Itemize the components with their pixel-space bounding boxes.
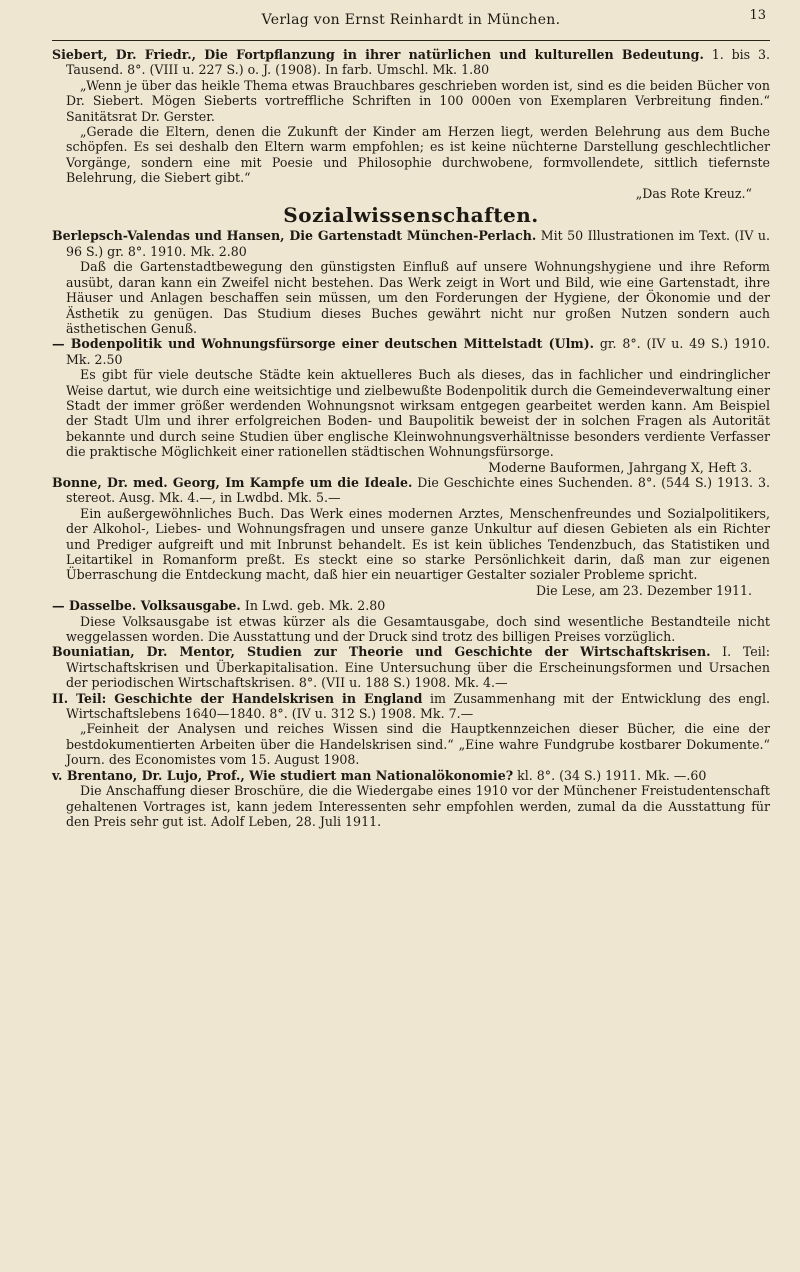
catalog-entry	[52, 768, 770, 783]
catalog-entry	[52, 228, 770, 259]
entry-details: Mit 50 Illustrationen im Text. (IV u. 96 S.) gr. 8°. 1910. Mk. 2.80	[66, 228, 770, 259]
entry-title: v. Brentano, Dr. Lujo, Prof., Wie studiert man Nationalökonomie?	[52, 767, 514, 783]
entry-details: I. Teil: Wirtschaftskrisen und Überkapitalisation. Eine Untersuchung über die Erscheinungsformen und Ursachen der periodischen Wirtschaftskrisen. 8°. (VII u. 188 S.) 1908. Mk. 4.—	[66, 644, 770, 691]
catalog-entry	[52, 475, 770, 506]
entry-title: Siebert, Dr. Friedr., Die Fortpflanzung in ihrer natürlichen und kulturellen Bedeutung.	[52, 47, 704, 62]
catalog-entry	[52, 336, 770, 367]
catalog-entry	[52, 47, 770, 78]
review-source: Moderne Bauformen, Jahrgang X, Heft 3.	[488, 459, 752, 475]
entry-title: Berlepsch-Valendas und Hansen, Die Gartenstadt München-Perlach.	[52, 228, 537, 244]
catalog-entry	[52, 598, 770, 613]
entry-title: — Dasselbe. Volksausgabe.	[52, 598, 241, 614]
page-number: 13	[749, 8, 766, 23]
entry-title: Bouniatian, Dr. Mentor, Studien zur Theorie und Geschichte der Wirtschaftskrisen.	[52, 644, 711, 660]
entry-title: II. Teil: Geschichte der Handelskrisen in England	[52, 690, 423, 706]
entry-details: kl. 8°. (34 S.) 1911. Mk. —.60	[517, 767, 707, 783]
review-quote: „Wenn je über das heikle Thema etwas Brauchbares geschrieben worden ist, sind es die beiden Bücher von Dr. Siebert. Mögen Sieberts vortreffliche Schriften in 100 000en von Exemplaren Verbreitung finden.“ Sanitätsrat Dr. Gerster.	[66, 77, 770, 124]
review-source: Die Lese, am 23. Dezember 1911.	[536, 582, 752, 598]
section-heading: Sozialwissenschaften.	[283, 203, 539, 228]
entry-details: 1. bis 3. Tausend. 8°. (VIII u. 227 S.) o. J. (1908). In farb. Umschl. Mk. 1.80	[66, 47, 770, 78]
entry-title: — Bodenpolitik und Wohnungsfürsorge einer deutschen Mittelstadt (Ulm).	[52, 336, 595, 352]
publisher-line: Verlag von Ernst Reinhardt in München.	[261, 12, 561, 28]
entry-description: Ein außergewöhnliches Buch. Das Werk eines modernen Arztes, Menschenfreundes und Sozialpolitikers, der Alkohol-, Liebes- und Wohnungsfragen und unsere ganze Unkultur auf diesen Gebieten als ein Richter und Prediger aufgreift und mit Inbrunst behandelt. Es ist kein übliches Tendenzbuch, das Statistiken und Leitartikel in Romanform preßt. Es steckt eine so starke Persönlichkeit darin, daß man zur eigenen Überraschung die Entdeckung macht, daß hier ein neuartiger Gestalter sozialer Probleme spricht.	[66, 505, 770, 583]
entry-description: Es gibt für viele deutsche Städte kein aktuelleres Buch als dieses, das in fachlicher und eindringlicher Weise dartut, wie durch eine weitsichtige und zielbewußte Bodenpolitik durch die Gemeindeverwaltung einer Stadt der immer größer werdenden Wohnungsnot wirksam entgegen gearbeitet werden kann. Am Beispiel der Stadt Ulm und ihrer erfolgreichen Boden- und Baupolitik beweist der in solchen Fragen als Autorität bekannte und durch seine Studien über englische Kleinwohnungsverhältnisse besonders verdiente Verfasser die praktische Möglichkeit einer rationellen städtischen Wohnungsfürsorge.	[66, 367, 770, 460]
review-quote: „Gerade die Eltern, denen die Zukunft der Kinder am Herzen liegt, werden Belehrung aus dem Buche schöpfen. Es sei deshalb den Eltern warm empfohlen; es ist keine nüchterne Darstellung geschlechtlicher Vorgänge, sondern eine mit Poesie und Philosophie durchwobene, formvollendete, sittlich tiefernste Belehrung, die Siebert gibt.“	[66, 124, 770, 186]
entry-description: Diese Volksausgabe ist etwas kürzer als die Gesamtausgabe, doch sind wesentliche Bestandteile nicht weggelassen worden. Die Ausstattung und der Druck sind trotz des billigen Preises vorzüglich.	[66, 613, 770, 645]
entry-details: gr. 8°. (IV u. 49 S.) 1910. Mk. 2.50	[66, 336, 770, 367]
page-header	[52, 0, 770, 41]
catalog-entry	[52, 691, 770, 722]
entry-title: Bonne, Dr. med. Georg, Im Kampfe um die Ideale.	[52, 474, 413, 490]
entry-details: im Zusammenhang mit der Entwicklung des engl. Wirtschaftslebens 1640—1840. 8°. (IV u. 312 S.) 1908. Mk. 7.—	[66, 690, 770, 722]
review-source: „Das Rote Kreuz.“	[635, 185, 752, 201]
catalog-entry	[52, 644, 770, 690]
entry-description: „Feinheit der Analysen und reiches Wissen sind die Hauptkennzeichen dieser Bücher, die eine der bestdokumentierten Arbeiten über die Handelskrisen sind.“ „Eine wahre Fundgrube kostbarer Dokumente.“ Journ. des Economistes vom 15. August 1908.	[66, 721, 770, 768]
entry-details: In Lwd. geb. Mk. 2.80	[244, 598, 386, 614]
entry-description: Die Anschaffung dieser Broschüre, die die Wiedergabe eines 1910 vor der Münchener Freistudentenschaft gehaltenen Vortrages ist, kann jedem Interessenten sehr empfohlen werden, zumal da die Ausstattung für den Preis sehr gut ist. Adolf Leben, 28. Juli 1911.	[66, 783, 770, 829]
entry-description: Daß die Gartenstadtbewegung den günstigsten Einfluß auf unsere Wohnungshygiene und ihre Reform ausübt, daran kann ein Zweifel nicht bestehen. Das Werk zeigt in Wort und Bild, wie eine Gartenstadt, ihre Häuser und Anlagen beschaffen sein müssen, um den Forderungen der Hygiene, der Ökonomie und der Ästhetik zu genügen. Das Studium dieses Buches gewährt nicht nur großen Nutzen sondern auch ästhetischen Genuß.	[66, 259, 770, 336]
entry-details: Die Geschichte eines Suchenden. 8°. (544 S.) 1913. 3. stereot. Ausg. Mk. 4.—, in Lwdbd. Mk. 5.—	[66, 474, 770, 506]
catalog-content	[52, 47, 770, 829]
